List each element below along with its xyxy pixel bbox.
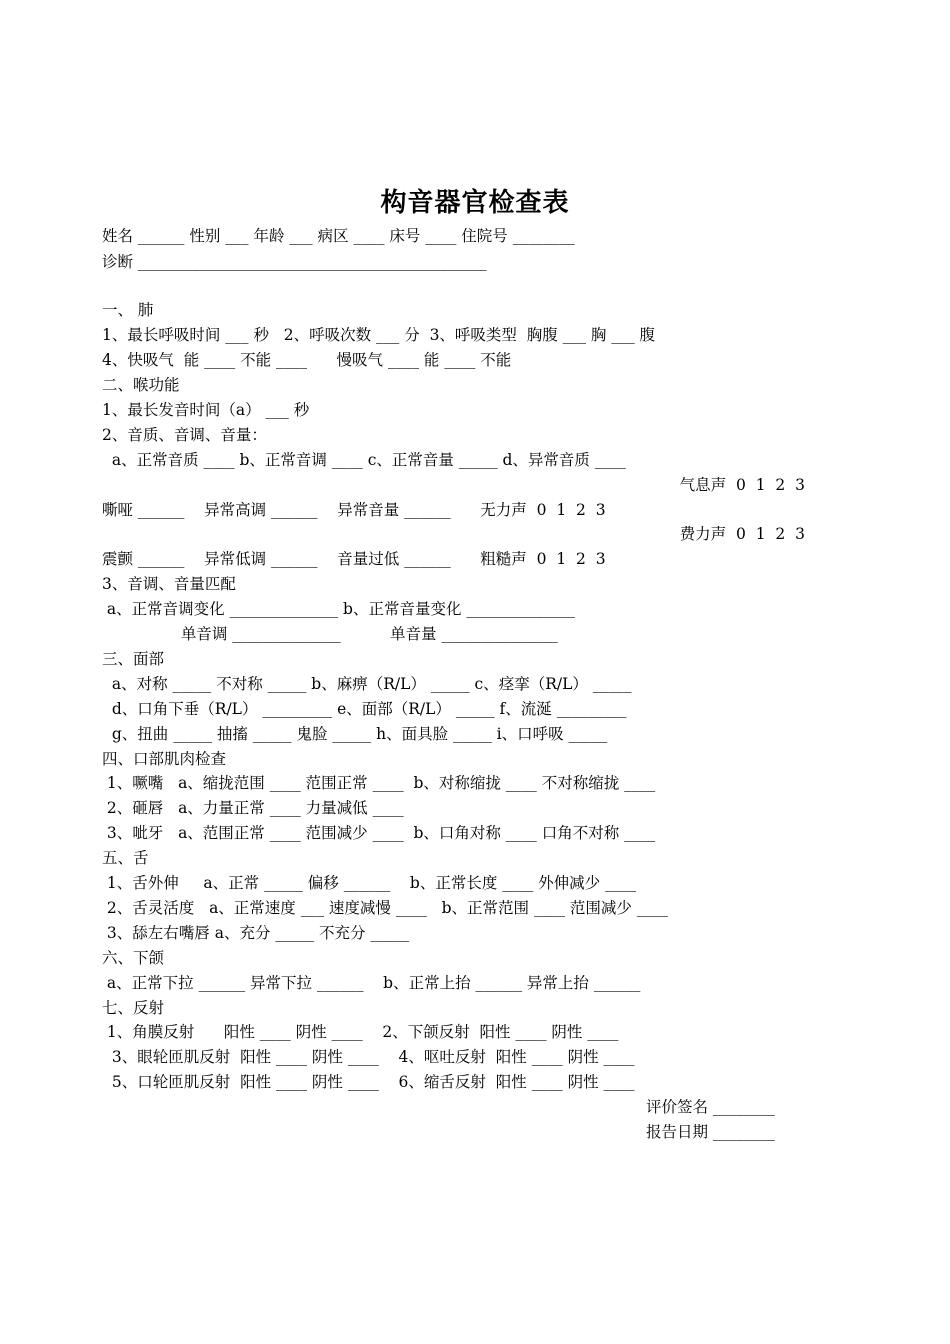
tongue-agility-line: 2、舌灵活度 a、正常速度 ___ 速度减慢 ____ b、正常范围 ____ 范围减少 ____ (102, 899, 668, 917)
face-twist-line: g、扭曲 _____ 抽搐 _____ 鬼脸 _____ h、面具脸 _____ i、口呼吸 _____ (102, 725, 608, 743)
patient-info-line: 姓名 ______ 性别 ___ 年龄 ___ 病区 ____ 床号 ____ 住院号 ________ (102, 227, 575, 245)
larynx-pitch-match-heading: 3、音调、音量匹配 (102, 575, 236, 593)
larynx-pitch-change-line: a、正常音调变化 ______________ b、正常音量变化 ______________ (102, 600, 575, 618)
section-face-heading: 三、面部 (102, 650, 165, 668)
face-symmetry-line: a、对称 _____ 不对称 _____ b、麻痹（R/L） _____ c、痉挛（R/L） _____ (102, 675, 632, 693)
section-larynx-heading: 二、喉功能 (102, 376, 180, 394)
face-droop-line: d、口角下垂（R/L） _________ e、面部（R/L） _____ f、流涎 _________ (102, 700, 627, 718)
section-lung-heading: 一、 肺 (102, 301, 154, 319)
reflex-corneal-line: 1、角膜反射 阳性 ____ 阴性 ____ 2、下颌反射 阳性 ____ 阴性 ____ (102, 1023, 619, 1041)
tongue-protrusion-line: 1、舌外伸 a、正常 _____ 偏移 ______ b、正常长度 ____ 外伸减少 ____ (102, 874, 637, 892)
larynx-normal-voice-line: a、正常音质 ____ b、正常音调 ____ c、正常音量 _____ d、异常音质 ____ (102, 451, 626, 469)
lung-inhale-line: 4、快吸气 能 ____ 不能 ____ 慢吸气 ____ 能 ____ 不能 (102, 351, 512, 369)
section-jaw-heading: 六、下颌 (102, 949, 165, 967)
evaluator-signature-line: 评价签名 ________ (646, 1098, 775, 1116)
report-date-line: 报告日期 ________ (646, 1123, 775, 1141)
larynx-tremor-line: 震颤 ______ 异常低调 ______ 音量过低 ______ 粗糙声 0 1 2 3 (102, 550, 606, 568)
larynx-voice-quality-line: 2、音质、音调、音量： (102, 426, 267, 444)
tongue-lick-line: 3、舔左右嘴唇 a、充分 _____ 不充分 _____ (102, 924, 410, 942)
section-oral-muscle-heading: 四、口部肌肉检查 (102, 750, 227, 768)
larynx-monotone-line: 单音调 ______________ 单音量 _______________ (102, 625, 558, 643)
oral-pucker-line: 1、噘嘴 a、缩拢范围 ____ 范围正常 ____ b、对称缩拢 ____ 不对称缩拢 ____ (102, 774, 656, 792)
strained-voice-scale: 费力声 0 1 2 3 (679, 525, 805, 543)
form-title: 构音器官检查表 (380, 188, 570, 218)
larynx-hoarse-line: 嘶哑 ______ 异常高调 ______ 异常音量 ______ 无力声 0 1 2 3 (102, 501, 606, 519)
oral-grin-line: 3、呲牙 a、范围正常 ____ 范围减少 ____ b、口角对称 ____ 口角不对称 ____ (102, 824, 656, 842)
section-reflex-heading: 七、反射 (102, 999, 165, 1017)
lung-breath-line: 1、最长呼吸时间 ___ 秒 2、呼吸次数 ___ 分 3、呼吸类型 胸腹 ___ 胸 ___ 腹 (102, 326, 655, 344)
jaw-movement-line: a、正常下拉 ______ 异常下拉 ______ b、正常上抬 ______ 异常上抬 ______ (102, 974, 641, 992)
diagnosis-line: 诊断 _____________________________________________ (102, 253, 487, 271)
breathy-voice-scale: 气息声 0 1 2 3 (679, 476, 805, 494)
oral-lip-smack-line: 2、砸唇 a、力量正常 ____ 力量减低 ____ (102, 799, 404, 817)
larynx-phonation-time-line: 1、最长发音时间（a） ___ 秒 (102, 401, 310, 419)
reflex-orbicularis-oris-line: 5、口轮匝肌反射 阳性 ____ 阴性 ____ 6、缩舌反射 阳性 ____ 阴性 ____ (102, 1073, 635, 1091)
section-tongue-heading: 五、舌 (102, 849, 149, 867)
reflex-orbicularis-oculi-line: 3、眼轮匝肌反射 阳性 ____ 阴性 ____ 4、呕吐反射 阳性 ____ 阴性 ____ (102, 1048, 635, 1066)
